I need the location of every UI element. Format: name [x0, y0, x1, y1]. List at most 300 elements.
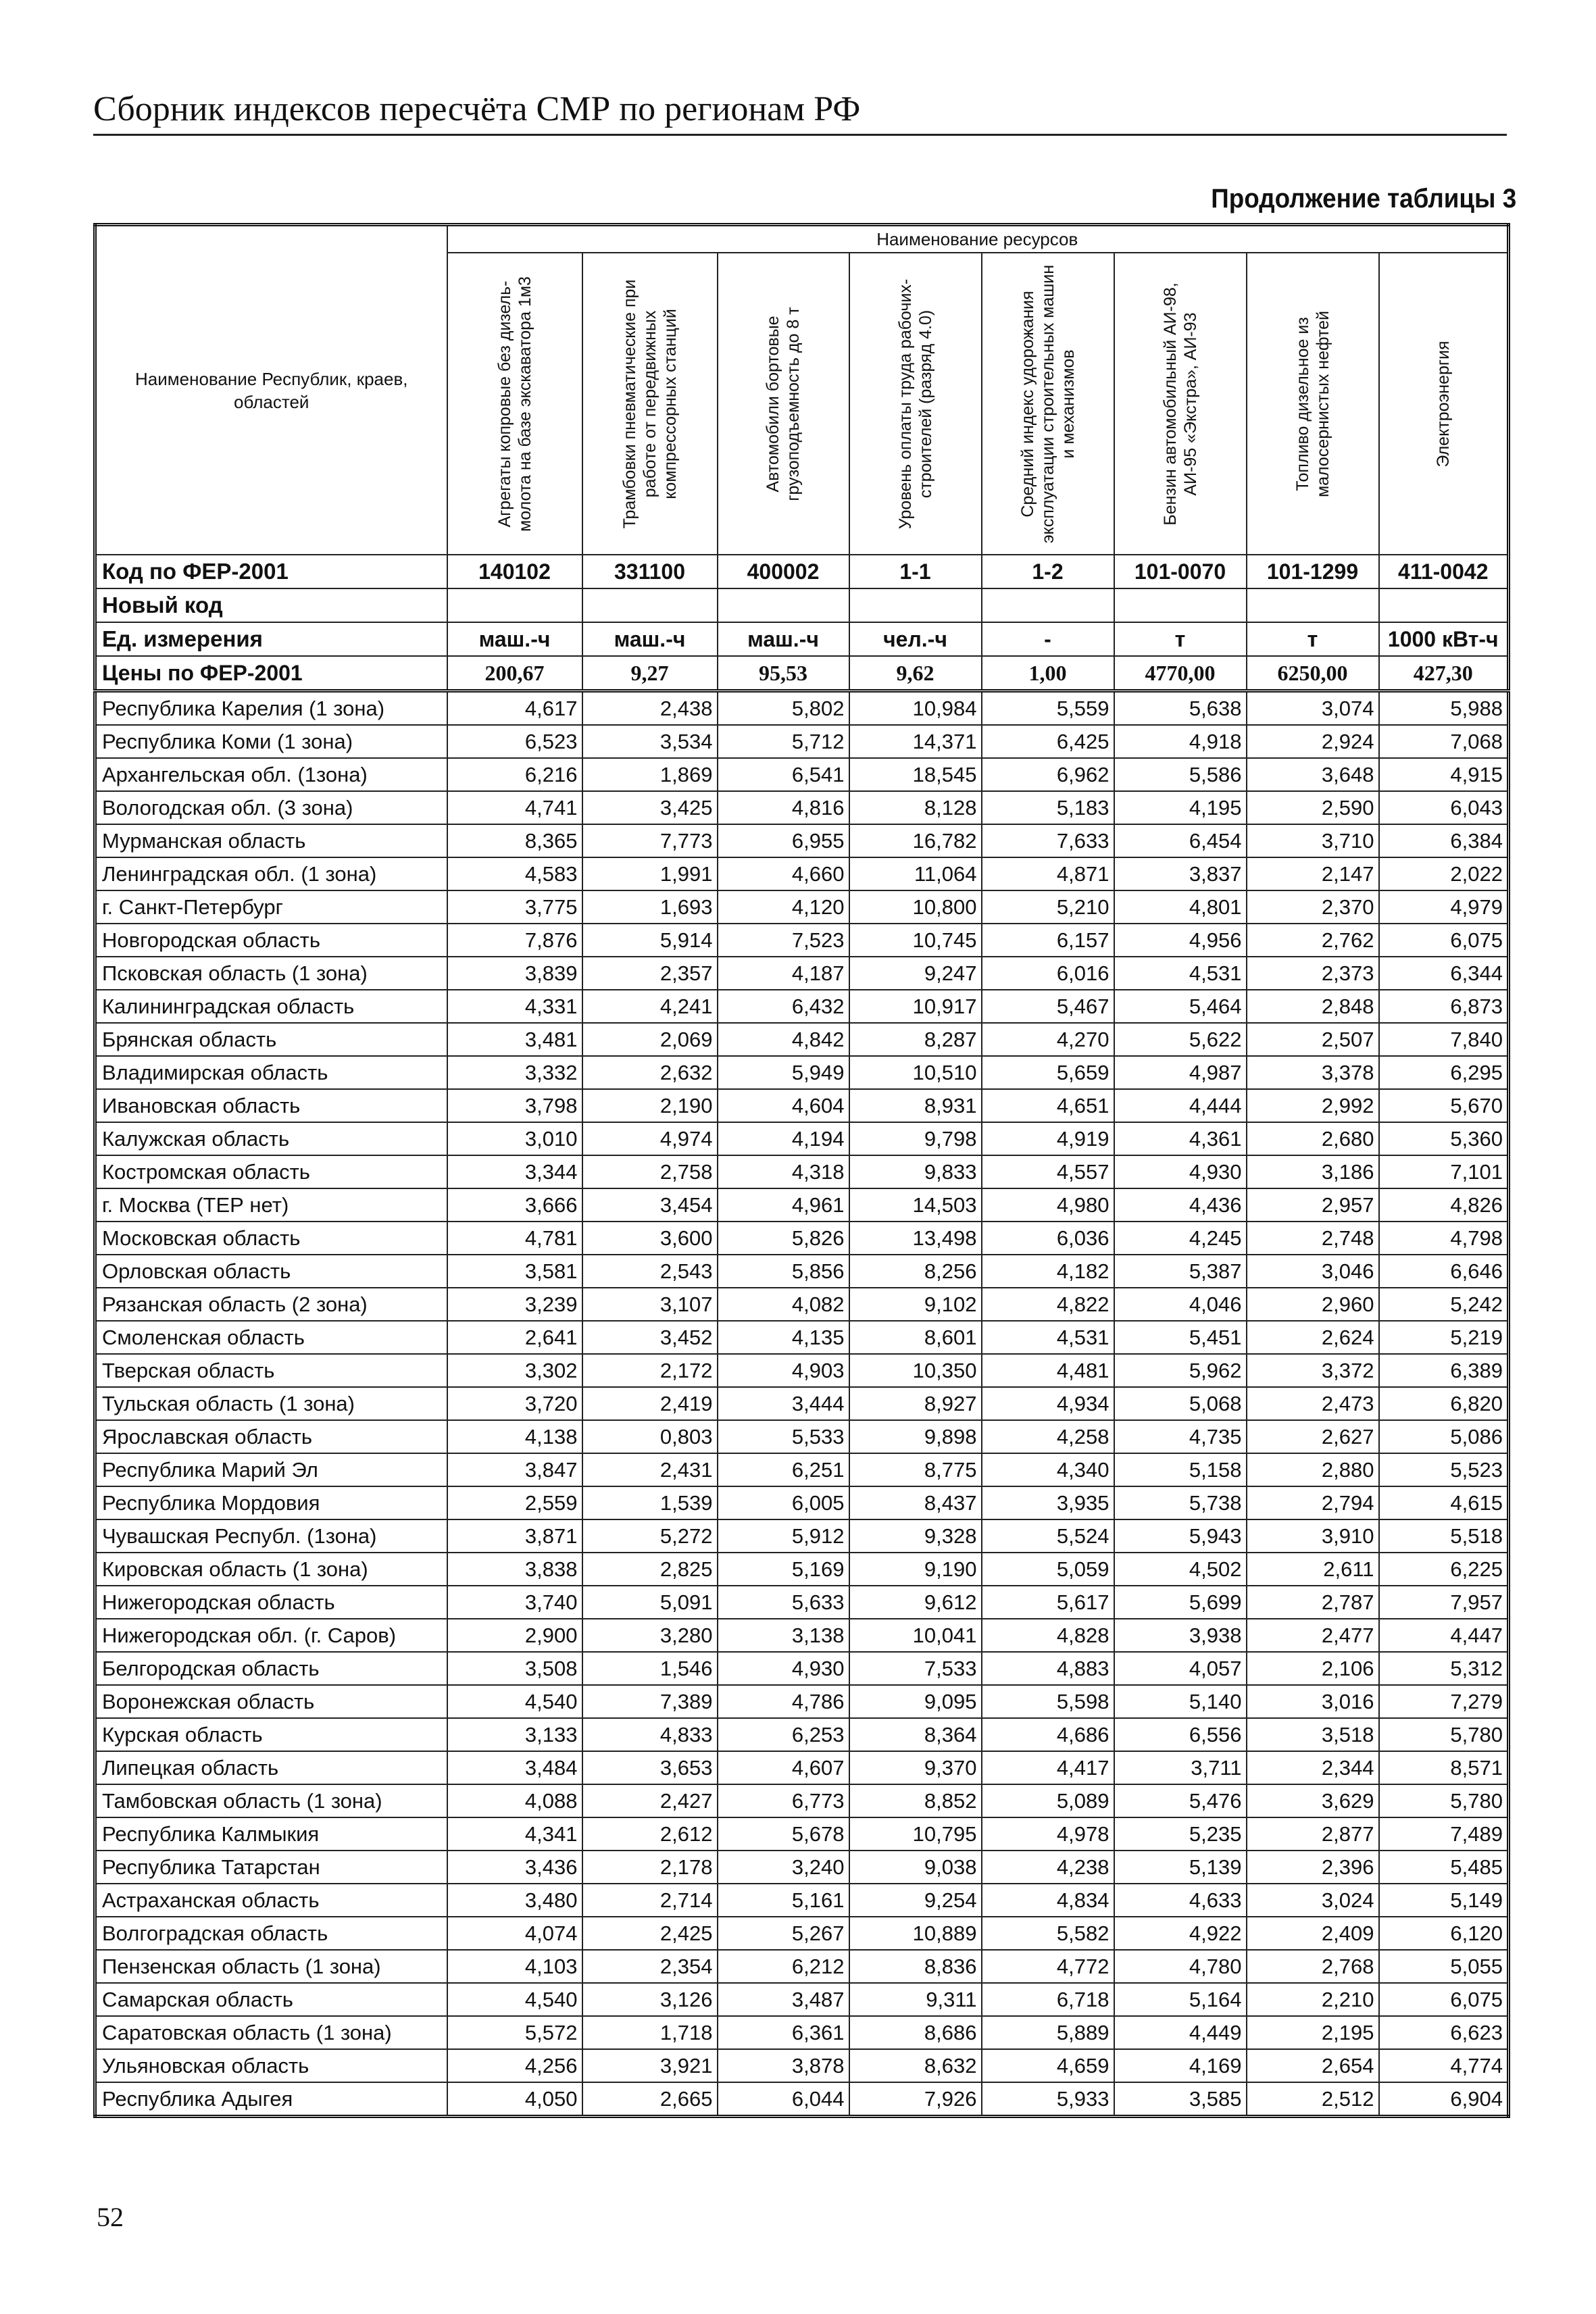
index-cell: 5,272	[582, 1519, 718, 1553]
index-cell: 9,254	[849, 1884, 982, 1917]
table-row	[95, 791, 1509, 824]
index-cell: 5,091	[582, 1586, 718, 1619]
index-cell: 2,590	[1247, 791, 1379, 824]
index-cell: 16,782	[849, 824, 982, 857]
index-cell: 6,873	[1379, 990, 1509, 1023]
index-cell: 4,557	[982, 1155, 1114, 1188]
index-cell: 5,889	[982, 2016, 1114, 2049]
region-name: Республика Коми (1 зона)	[95, 725, 447, 758]
meta-cell: 1000 кВт-ч	[1379, 622, 1509, 656]
index-cell: 3,518	[1247, 1718, 1379, 1751]
region-name: Курская область	[95, 1718, 447, 1751]
region-name: Ивановская область	[95, 1089, 447, 1122]
index-cell: 3,935	[982, 1486, 1114, 1519]
index-cell: 10,510	[849, 1056, 982, 1089]
index-cell: 4,615	[1379, 1486, 1509, 1519]
index-cell: 6,904	[1379, 2082, 1509, 2117]
table-row	[95, 691, 1509, 726]
index-cell: 5,068	[1114, 1387, 1247, 1420]
index-cell: 4,741	[447, 791, 582, 824]
index-cell: 2,178	[582, 1851, 718, 1884]
index-cell: 2,627	[1247, 1420, 1379, 1453]
index-cell: 4,238	[982, 1851, 1114, 1884]
region-name: Владимирская область	[95, 1056, 447, 1089]
meta-row-label: Цены по ФЕР-2001	[95, 656, 447, 691]
index-cell: 5,451	[1114, 1321, 1247, 1354]
index-cell: 5,622	[1114, 1023, 1247, 1056]
index-cell: 4,088	[447, 1784, 582, 1817]
index-cell: 5,670	[1379, 1089, 1509, 1122]
index-cell: 6,955	[718, 824, 849, 857]
index-cell: 4,816	[718, 791, 849, 824]
region-name: Калужская область	[95, 1122, 447, 1155]
index-cell: 3,910	[1247, 1519, 1379, 1553]
index-cell: 2,654	[1247, 2049, 1379, 2082]
index-cell: 5,139	[1114, 1851, 1247, 1884]
index-cell: 8,836	[849, 1950, 982, 1983]
index-cell: 4,617	[447, 691, 582, 726]
resource-column-header	[447, 253, 582, 555]
index-cell: 2,957	[1247, 1188, 1379, 1222]
region-name: Вологодская обл. (3 зона)	[95, 791, 447, 824]
index-cell: 6,253	[718, 1718, 849, 1751]
meta-cell: 331100	[582, 555, 718, 588]
index-cell: 3,133	[447, 1718, 582, 1751]
table-row	[95, 1652, 1509, 1685]
meta-row	[95, 588, 1509, 622]
index-cell: 3,581	[447, 1255, 582, 1288]
index-cell: 2,370	[1247, 890, 1379, 924]
region-name: Ярославская область	[95, 1420, 447, 1453]
index-cell: 4,531	[982, 1321, 1114, 1354]
index-cell: 7,773	[582, 824, 718, 857]
index-cell: 5,169	[718, 1553, 849, 1586]
meta-cell: 427,30	[1379, 656, 1509, 691]
region-name: Белгородская область	[95, 1652, 447, 1685]
resource-column-label: Электроэнергия	[1433, 340, 1453, 468]
index-cell: 5,988	[1379, 691, 1509, 726]
index-cell: 7,101	[1379, 1155, 1509, 1188]
index-cell: 9,095	[849, 1685, 982, 1718]
index-cell: 8,931	[849, 1089, 982, 1122]
index-cell: 9,898	[849, 1420, 982, 1453]
index-cell: 4,842	[718, 1023, 849, 1056]
index-cell: 4,182	[982, 1255, 1114, 1288]
index-cell: 3,480	[447, 1884, 582, 1917]
index-cell: 5,164	[1114, 1983, 1247, 2016]
index-cell: 5,633	[718, 1586, 849, 1619]
index-cell: 6,523	[447, 725, 582, 758]
index-cell: 3,016	[1247, 1685, 1379, 1718]
index-cell: 6,044	[718, 2082, 849, 2117]
index-cell: 2,069	[582, 1023, 718, 1056]
index-cell: 4,979	[1379, 890, 1509, 924]
table-row	[95, 2016, 1509, 2049]
table-row	[95, 957, 1509, 990]
index-cell: 3,436	[447, 1851, 582, 1884]
index-cell: 6,157	[982, 924, 1114, 957]
index-cell: 3,046	[1247, 1255, 1379, 1288]
index-cell: 3,600	[582, 1222, 718, 1255]
index-cell: 3,775	[447, 890, 582, 924]
region-name: Кировская область (1 зона)	[95, 1553, 447, 1586]
index-cell: 3,344	[447, 1155, 582, 1188]
meta-cell: маш.-ч	[582, 622, 718, 656]
index-cell: 4,918	[1114, 725, 1247, 758]
region-name: Республика Татарстан	[95, 1851, 447, 1884]
index-cell: 4,481	[982, 1354, 1114, 1387]
resource-column-label: Уровень оплаты труда рабочих-строителей (разряд 4.0)	[895, 278, 935, 529]
index-cell: 3,878	[718, 2049, 849, 2082]
index-cell: 6,344	[1379, 957, 1509, 990]
index-cell: 3,378	[1247, 1056, 1379, 1089]
meta-cell: маш.-ч	[447, 622, 582, 656]
index-cell: 2,559	[447, 1486, 582, 1519]
index-cell: 7,068	[1379, 725, 1509, 758]
index-cell: 2,512	[1247, 2082, 1379, 2117]
index-cell: 4,050	[447, 2082, 582, 2117]
meta-cell: 4770,00	[1114, 656, 1247, 691]
index-cell: 6,075	[1379, 1983, 1509, 2016]
index-cell: 4,057	[1114, 1652, 1247, 1685]
index-cell: 5,826	[718, 1222, 849, 1255]
index-cell: 2,210	[1247, 1983, 1379, 2016]
index-cell: 7,533	[849, 1652, 982, 1685]
meta-row	[95, 656, 1509, 691]
index-cell: 3,666	[447, 1188, 582, 1222]
index-cell: 8,632	[849, 2049, 982, 2082]
page-number: 52	[97, 2202, 124, 2232]
index-cell: 2,848	[1247, 990, 1379, 1023]
table-row	[95, 1983, 1509, 2016]
index-cell: 1,869	[582, 758, 718, 791]
index-cell: 6,389	[1379, 1354, 1509, 1387]
meta-cell	[1247, 588, 1379, 622]
index-cell: 8,601	[849, 1321, 982, 1354]
index-cell: 3,847	[447, 1453, 582, 1486]
resource-column-label: Топливо дизельное из малосернистых нефтей	[1293, 310, 1332, 497]
meta-cell: -	[982, 622, 1114, 656]
index-cell: 5,598	[982, 1685, 1114, 1718]
table-row	[95, 1817, 1509, 1851]
index-cell: 2,396	[1247, 1851, 1379, 1884]
index-cell: 6,556	[1114, 1718, 1247, 1751]
index-cell: 4,903	[718, 1354, 849, 1387]
meta-cell: 9,27	[582, 656, 718, 691]
index-cell: 4,120	[718, 890, 849, 924]
index-cell: 4,245	[1114, 1222, 1247, 1255]
index-cell: 3,871	[447, 1519, 582, 1553]
index-cell: 5,089	[982, 1784, 1114, 1817]
table-row	[95, 725, 1509, 758]
index-cell: 9,328	[849, 1519, 982, 1553]
index-cell: 8,852	[849, 1784, 982, 1817]
index-cell: 6,718	[982, 1983, 1114, 2016]
region-name: Республика Карелия (1 зона)	[95, 691, 447, 726]
index-cell: 2,172	[582, 1354, 718, 1387]
index-cell: 3,481	[447, 1023, 582, 1056]
index-cell: 6,384	[1379, 824, 1509, 857]
index-cell: 2,900	[447, 1619, 582, 1652]
table-body	[95, 555, 1509, 2117]
index-cell: 4,930	[1114, 1155, 1247, 1188]
index-cell: 2,431	[582, 1453, 718, 1486]
meta-cell: 1-2	[982, 555, 1114, 588]
table-row	[95, 1685, 1509, 1718]
index-cell: 4,978	[982, 1817, 1114, 1851]
region-name: Мурманская область	[95, 824, 447, 857]
meta-cell: т	[1247, 622, 1379, 656]
index-cell: 8,775	[849, 1453, 982, 1486]
index-cell: 7,389	[582, 1685, 718, 1718]
table-row	[95, 758, 1509, 791]
region-name: Нижегородская область	[95, 1586, 447, 1619]
region-name: Республика Калмыкия	[95, 1817, 447, 1851]
region-name: Новгородская область	[95, 924, 447, 957]
index-cell: 4,633	[1114, 1884, 1247, 1917]
index-cell: 8,365	[447, 824, 582, 857]
index-cell: 13,498	[849, 1222, 982, 1255]
index-cell: 3,332	[447, 1056, 582, 1089]
table-row	[95, 1453, 1509, 1486]
index-cell: 4,195	[1114, 791, 1247, 824]
table-row	[95, 1751, 1509, 1784]
index-cell: 6,432	[718, 990, 849, 1023]
index-cell: 2,477	[1247, 1619, 1379, 1652]
index-cell: 9,102	[849, 1288, 982, 1321]
meta-cell: 200,67	[447, 656, 582, 691]
index-cell: 14,371	[849, 725, 982, 758]
index-cell: 2,632	[582, 1056, 718, 1089]
table-row	[95, 1354, 1509, 1387]
resources-group-header: Наименование ресурсов	[447, 225, 1509, 253]
index-cell: 7,633	[982, 824, 1114, 857]
index-cell: 8,686	[849, 2016, 982, 2049]
index-cell: 4,583	[447, 857, 582, 890]
index-cell: 5,659	[982, 1056, 1114, 1089]
meta-cell	[1379, 588, 1509, 622]
index-cell: 5,464	[1114, 990, 1247, 1023]
index-cell: 4,258	[982, 1420, 1114, 1453]
index-cell: 7,876	[447, 924, 582, 957]
index-cell: 7,523	[718, 924, 849, 957]
index-cell: 4,135	[718, 1321, 849, 1354]
meta-row-label: Код по ФЕР-2001	[95, 555, 447, 588]
region-name: Брянская область	[95, 1023, 447, 1056]
index-cell: 5,149	[1379, 1884, 1509, 1917]
index-cell: 2,960	[1247, 1288, 1379, 1321]
meta-row	[95, 555, 1509, 588]
index-cell: 6,251	[718, 1453, 849, 1486]
index-cell: 5,518	[1379, 1519, 1509, 1553]
table-row	[95, 2049, 1509, 2082]
index-cell: 2,762	[1247, 924, 1379, 957]
meta-cell: 95,53	[718, 656, 849, 691]
meta-cell: т	[1114, 622, 1247, 656]
index-cell: 6,541	[718, 758, 849, 791]
table-row	[95, 924, 1509, 957]
index-cell: 4,187	[718, 957, 849, 990]
region-name: Костромская область	[95, 1155, 447, 1188]
index-cell: 4,138	[447, 1420, 582, 1453]
index-cell: 6,016	[982, 957, 1114, 990]
index-cell: 3,452	[582, 1321, 718, 1354]
index-cell: 6,043	[1379, 791, 1509, 824]
index-cell: 3,938	[1114, 1619, 1247, 1652]
index-cell: 3,740	[447, 1586, 582, 1619]
region-name: Республика Мордовия	[95, 1486, 447, 1519]
index-cell: 6,361	[718, 2016, 849, 2049]
index-cell: 2,438	[582, 691, 718, 726]
index-cell: 4,318	[718, 1155, 849, 1188]
table-row	[95, 1321, 1509, 1354]
index-cell: 5,235	[1114, 1817, 1247, 1851]
table-row	[95, 1784, 1509, 1817]
region-name: Республика Марий Эл	[95, 1453, 447, 1486]
table-row	[95, 857, 1509, 890]
index-cell: 5,312	[1379, 1652, 1509, 1685]
index-cell: 10,800	[849, 890, 982, 924]
index-cell: 4,103	[447, 1950, 582, 1983]
resource-column-header	[718, 253, 849, 555]
index-cell: 0,803	[582, 1420, 718, 1453]
region-name: г. Санкт-Петербург	[95, 890, 447, 924]
index-cell: 8,256	[849, 1255, 982, 1288]
resource-column-header	[1247, 253, 1379, 555]
index-cell: 4,774	[1379, 2049, 1509, 2082]
index-cell: 5,523	[1379, 1453, 1509, 1486]
index-cell: 2,409	[1247, 1917, 1379, 1950]
index-cell: 8,571	[1379, 1751, 1509, 1784]
index-cell: 2,106	[1247, 1652, 1379, 1685]
index-cell: 3,024	[1247, 1884, 1379, 1917]
index-cell: 2,195	[1247, 2016, 1379, 2049]
index-cell: 2,787	[1247, 1586, 1379, 1619]
index-cell: 4,082	[718, 1288, 849, 1321]
meta-cell	[718, 588, 849, 622]
index-cell: 6,820	[1379, 1387, 1509, 1420]
index-cell: 5,485	[1379, 1851, 1509, 1884]
region-name: Ульяновская область	[95, 2049, 447, 2082]
index-cell: 5,802	[718, 691, 849, 726]
index-cell: 4,604	[718, 1089, 849, 1122]
index-cell: 6,454	[1114, 824, 1247, 857]
index-cell: 3,107	[582, 1288, 718, 1321]
index-cell: 3,837	[1114, 857, 1247, 890]
index-cell: 14,503	[849, 1188, 982, 1222]
table-row	[95, 1917, 1509, 1950]
index-cell: 3,798	[447, 1089, 582, 1122]
region-name: Орловская область	[95, 1255, 447, 1288]
resource-column-label: Бензин автомобильный АИ-98, АИ-95 «Экстра», АИ-93	[1160, 282, 1200, 526]
index-cell: 5,524	[982, 1519, 1114, 1553]
index-cell: 3,585	[1114, 2082, 1247, 2117]
index-cell: 3,534	[582, 725, 718, 758]
index-cell: 4,331	[447, 990, 582, 1023]
meta-row-label: Ед. измерения	[95, 622, 447, 656]
meta-cell: чел.-ч	[849, 622, 982, 656]
index-cell: 6,216	[447, 758, 582, 791]
index-cell: 4,660	[718, 857, 849, 890]
table-caption: Продолжение таблицы 3	[1211, 184, 1516, 213]
region-name: Тамбовская область (1 зона)	[95, 1784, 447, 1817]
table-row	[95, 1486, 1509, 1519]
index-cell: 4,871	[982, 857, 1114, 890]
table-row	[95, 1851, 1509, 1884]
table-row	[95, 1884, 1509, 1917]
region-name: Смоленская область	[95, 1321, 447, 1354]
index-cell: 2,794	[1247, 1486, 1379, 1519]
index-cell: 3,239	[447, 1288, 582, 1321]
index-cell: 4,270	[982, 1023, 1114, 1056]
index-cell: 4,735	[1114, 1420, 1247, 1453]
index-cell: 4,651	[982, 1089, 1114, 1122]
index-cell: 4,540	[447, 1685, 582, 1718]
index-cell: 4,531	[1114, 957, 1247, 990]
index-cell: 4,436	[1114, 1188, 1247, 1222]
index-cell: 5,267	[718, 1917, 849, 1950]
index-cell: 4,607	[718, 1751, 849, 1784]
table-row	[95, 1155, 1509, 1188]
resource-column-label: Средний индекс удорожания эксплуатации строительных машин и механизмов	[1018, 264, 1078, 543]
index-cell: 4,256	[447, 2049, 582, 2082]
index-cell: 8,287	[849, 1023, 982, 1056]
index-cell: 4,046	[1114, 1288, 1247, 1321]
meta-cell: маш.-ч	[718, 622, 849, 656]
index-cell: 5,712	[718, 725, 849, 758]
region-name: Калининградская область	[95, 990, 447, 1023]
index-cell: 4,361	[1114, 1122, 1247, 1155]
index-cell: 3,186	[1247, 1155, 1379, 1188]
index-cell: 2,680	[1247, 1122, 1379, 1155]
index-cell: 4,826	[1379, 1188, 1509, 1222]
meta-cell	[849, 588, 982, 622]
index-cell: 3,454	[582, 1188, 718, 1222]
index-cell: 2,022	[1379, 857, 1509, 890]
index-cell: 4,772	[982, 1950, 1114, 1983]
index-cell: 5,949	[718, 1056, 849, 1089]
region-name: Архангельская обл. (1зона)	[95, 758, 447, 791]
region-name: Рязанская область (2 зона)	[95, 1288, 447, 1321]
index-cell: 3,372	[1247, 1354, 1379, 1387]
table-row	[95, 1122, 1509, 1155]
index-cell: 4,449	[1114, 2016, 1247, 2049]
index-cell: 2,641	[447, 1321, 582, 1354]
index-cell: 6,962	[982, 758, 1114, 791]
index-cell: 5,158	[1114, 1453, 1247, 1486]
meta-cell: 101-1299	[1247, 555, 1379, 588]
index-cell: 2,543	[582, 1255, 718, 1288]
resource-column-header	[982, 253, 1114, 555]
index-cell: 5,533	[718, 1420, 849, 1453]
region-name: Ленинградская обл. (1 зона)	[95, 857, 447, 890]
index-cell: 5,933	[982, 2082, 1114, 2117]
index-cell: 4,786	[718, 1685, 849, 1718]
index-cell: 4,930	[718, 1652, 849, 1685]
index-cell: 6,773	[718, 1784, 849, 1817]
index-cell: 5,183	[982, 791, 1114, 824]
index-cell: 4,659	[982, 2049, 1114, 2082]
index-cell: 2,758	[582, 1155, 718, 1188]
index-cell: 4,194	[718, 1122, 849, 1155]
index-cell: 5,387	[1114, 1255, 1247, 1288]
index-cell: 5,467	[982, 990, 1114, 1023]
index-cell: 4,919	[982, 1122, 1114, 1155]
index-cell: 5,140	[1114, 1685, 1247, 1718]
meta-cell: 9,62	[849, 656, 982, 691]
index-cell: 5,962	[1114, 1354, 1247, 1387]
index-cell: 5,780	[1379, 1718, 1509, 1751]
